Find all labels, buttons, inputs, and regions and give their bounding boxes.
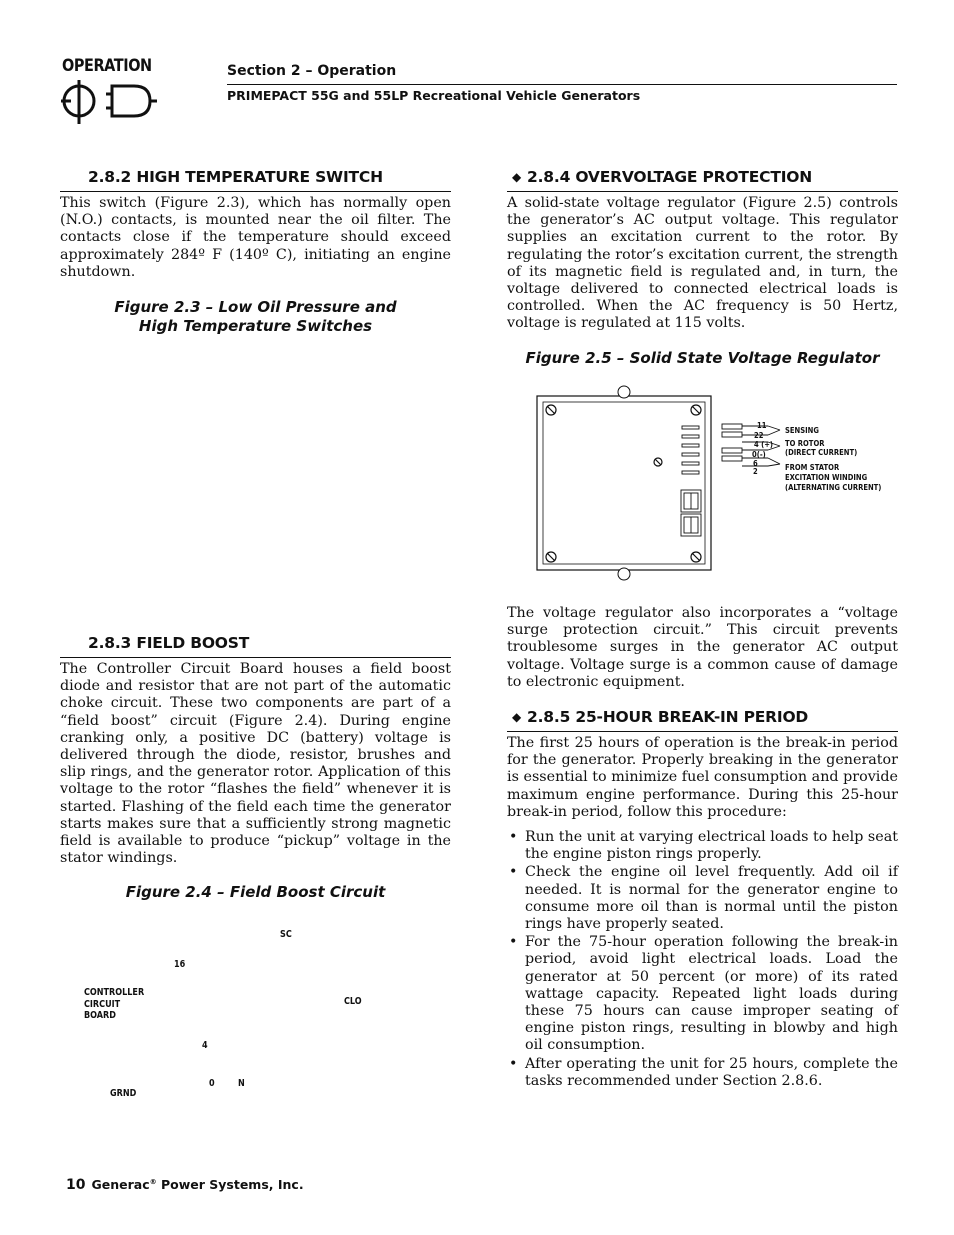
registered-mark: ®	[149, 1177, 157, 1186]
wire-4: 4 (+)	[754, 440, 774, 449]
board-line-3: BOARD	[84, 1010, 116, 1021]
figure-2-3-caption	[60, 298, 451, 336]
company-name-rest: Power Systems, Inc.	[156, 1177, 304, 1192]
heading-2-8-4	[512, 168, 812, 186]
wire-11: 11	[757, 421, 767, 430]
caption-line-2: High Temperature Switches	[138, 317, 373, 335]
label-clo: CLO	[344, 996, 362, 1007]
label-0: 0	[209, 1078, 215, 1089]
operation-label: OPERATION	[62, 56, 152, 76]
page-number: 10	[66, 1177, 86, 1193]
heading-rule	[60, 657, 451, 658]
label-alternating-current: (ALTERNATING CURRENT)	[785, 483, 882, 492]
company-name: Generac	[91, 1177, 150, 1192]
wire-0: 0(-)	[752, 450, 766, 459]
label-controller-board	[84, 987, 144, 1022]
paragraph-2-8-2: This switch (Figure 2.3), which has normally open (N.O.) contacts, is mounted near the oil filter. The contacts close if the temperature should exceed approximately 284º F (140º C), initiating an engine shutdown.	[60, 195, 451, 280]
label-from-stator: FROM STATOR	[785, 463, 840, 472]
label-sc: SC	[280, 929, 292, 940]
voltage-regulator-drawing	[534, 384, 720, 584]
label-4: 4	[202, 1040, 208, 1051]
section-title: Section 2 – Operation	[227, 63, 397, 79]
board-line-2: CIRCUIT	[84, 998, 121, 1010]
heading-rule	[507, 191, 898, 192]
heading-text: 2.8.5 25-HOUR BREAK-IN PERIOD	[527, 708, 809, 726]
paragraph-surge-protection: The voltage regulator also incorporates a “voltage surge protection circuit.” This circuit prevents troublesome surges in the generator AC output voltage. Voltage surge is a common cause of damage to electronic equipment.	[507, 605, 898, 690]
figure-2-5-caption: Figure 2.5 – Solid State Voltage Regulator	[525, 349, 880, 367]
paragraph-2-8-3: The Controller Circuit Board houses a field boost diode and resistor that are not part of the automatic choke circuit. These two components are part of a “field boost” circuit (Figure 2.4). During engine cranking only, a positive DC (battery) voltage is delivered through the diode, resistor, brushes and slip rings, and the generator rotor. Application of this voltage to the rotor “flashes the field” whenever it is started. Flashing of the field each time the generator starts makes sure that a sufficiently strong magnetic field is available to produce “pickup” voltage in the stator windings.	[60, 661, 451, 867]
plug-icon	[58, 76, 158, 128]
page-footer	[66, 1177, 304, 1193]
paragraph-2-8-5: The first 25 hours of operation is the break-in period for the generator. Properly breaking in the generator is essential to minimize fuel consumption and provide maximum engine performance. During this 25-hour break-in period, follow this procedure:	[507, 735, 898, 820]
header-rule	[227, 84, 897, 85]
heading-2-8-2: 2.8.2 HIGH TEMPERATURE SWITCH	[88, 168, 383, 186]
wire-22: 22	[754, 431, 764, 440]
paragraph-2-8-4: A solid-state voltage regulator (Figure 2.5) controls the generator’s AC output voltage. This regulator supplies an excitation current to the rotor. By regulating the rotor’s excitation current, the strength of its magnetic field is regulated and, in turn, the voltage delivered to connected electrical loads is controlled. When the AC frequency is 50 Hertz, voltage is regulated at 115 volts.	[507, 195, 898, 332]
wire-2: 2	[753, 467, 758, 476]
label-to-rotor: TO ROTOR	[785, 439, 825, 448]
heading-rule	[60, 191, 451, 192]
list-item: • Run the unit at varying electrical loads to help seat the engine piston rings properly.	[507, 829, 898, 863]
board-line-1: CONTROLLER	[84, 987, 145, 998]
wire-6: 6	[753, 459, 758, 468]
label-excitation-winding: EXCITATION WINDING	[785, 473, 868, 482]
label-16: 16	[174, 959, 186, 970]
label-sensing: SENSING	[785, 426, 819, 435]
diamond-bullet-icon: ◆	[512, 710, 522, 724]
caption-line-1: Figure 2.3 – Low Oil Pressure and	[114, 298, 397, 316]
list-item: • Check the engine oil level frequently. Add oil if needed. It is normal for the generator engine to consume more oil than is normal until the piston rings have properly seated.	[507, 864, 898, 933]
diamond-bullet-icon: ◆	[512, 170, 522, 184]
label-grnd: GRND	[110, 1088, 137, 1099]
heading-rule	[507, 731, 898, 732]
break-in-procedure-list	[507, 829, 898, 1091]
list-item: • For the 75-hour operation following the break-in period, avoid light electrical loads. Load the generator at 50 percent (or more) of its rated wattage capacity. Repeated light loads during these 75 hours can cause improper seating of engine piston rings, resulting in blowby and high oil consumption.	[507, 934, 898, 1054]
heading-2-8-5	[512, 708, 808, 726]
heading-2-8-3: 2.8.3 FIELD BOOST	[88, 634, 250, 652]
list-item: • After operating the unit for 25 hours, complete the tasks recommended under Section 2.8.6.	[507, 1056, 898, 1090]
figure-2-4-caption: Figure 2.4 – Field Boost Circuit	[125, 883, 386, 901]
label-n: N	[238, 1078, 245, 1089]
label-direct-current: (DIRECT CURRENT)	[785, 448, 858, 457]
heading-text: 2.8.4 OVERVOLTAGE PROTECTION	[527, 168, 813, 186]
document-subtitle: PRIMEPACT 55G and 55LP Recreational Vehicle Generators	[227, 88, 641, 103]
